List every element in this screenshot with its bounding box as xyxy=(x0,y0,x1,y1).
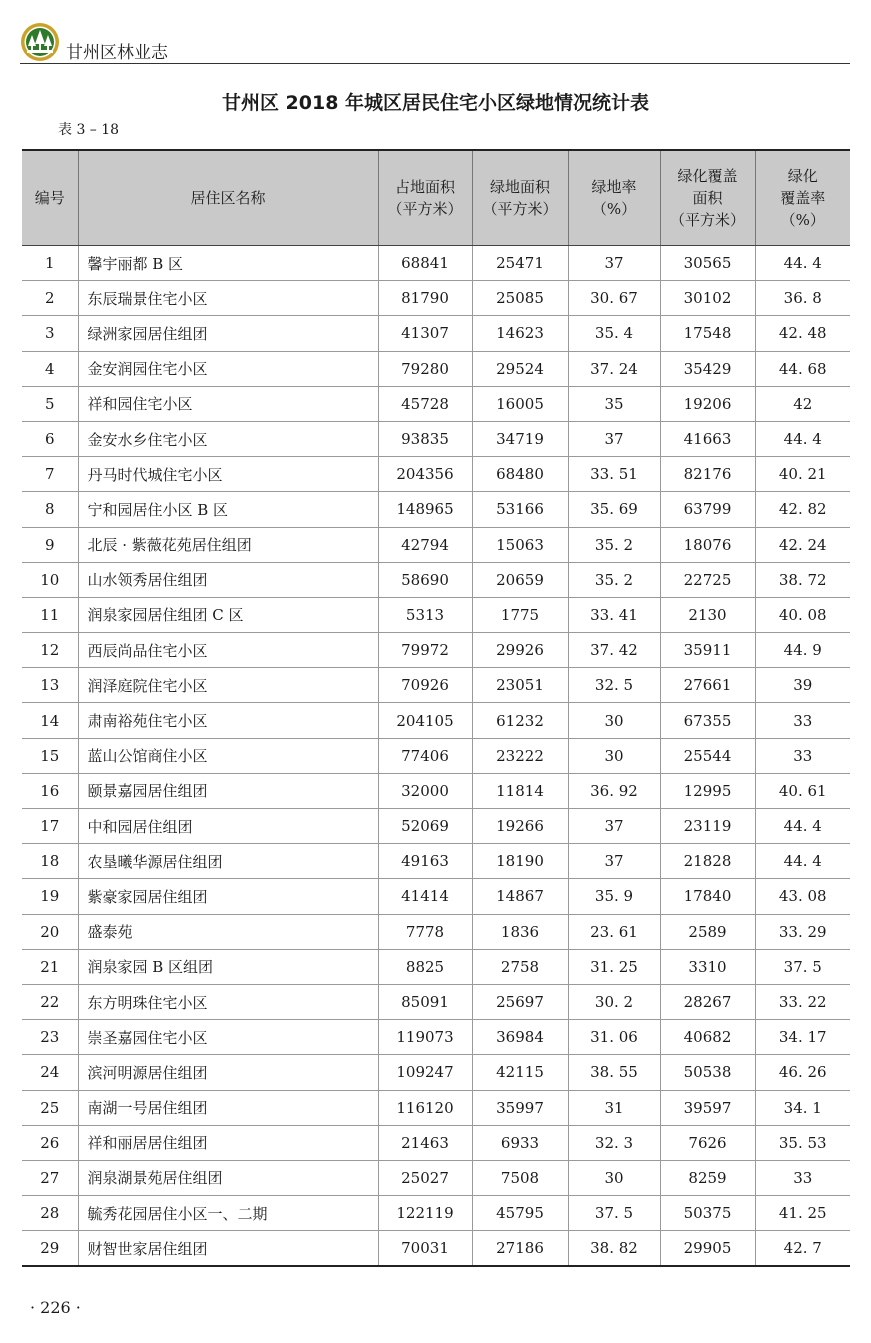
row-number-cell: 21 xyxy=(22,949,78,984)
value-cell: 119073 xyxy=(378,1020,472,1055)
value-cell: 17548 xyxy=(660,316,755,351)
value-cell: 20659 xyxy=(472,562,568,597)
residential-name-cell: 财智世家居住组团 xyxy=(78,1231,378,1267)
value-cell: 22725 xyxy=(660,562,755,597)
value-cell: 42. 24 xyxy=(755,527,850,562)
value-cell: 8259 xyxy=(660,1160,755,1195)
value-cell: 42. 7 xyxy=(755,1231,850,1267)
table-row xyxy=(22,633,850,668)
value-cell: 27186 xyxy=(472,1231,568,1267)
value-cell: 8825 xyxy=(378,949,472,984)
value-cell: 46. 26 xyxy=(755,1055,850,1090)
value-cell: 39 xyxy=(755,668,850,703)
residential-name-cell: 中和园居住组团 xyxy=(78,809,378,844)
value-cell: 27661 xyxy=(660,668,755,703)
value-cell: 23051 xyxy=(472,668,568,703)
row-number-cell: 11 xyxy=(22,597,78,632)
value-cell: 30102 xyxy=(660,281,755,316)
row-number-cell: 19 xyxy=(22,879,78,914)
residential-name-cell: 润泽庭院住宅小区 xyxy=(78,668,378,703)
residential-name-cell: 东方明珠住宅小区 xyxy=(78,984,378,1019)
value-cell: 68841 xyxy=(378,246,472,281)
column-header-2 xyxy=(78,150,378,246)
value-cell: 44. 4 xyxy=(755,809,850,844)
value-cell: 40. 21 xyxy=(755,457,850,492)
table-row xyxy=(22,1125,850,1160)
value-cell: 61232 xyxy=(472,703,568,738)
value-cell: 35. 69 xyxy=(568,492,660,527)
table-number-label: 表 3 – 18 xyxy=(58,122,120,138)
row-number-cell: 1 xyxy=(22,246,78,281)
value-cell: 25085 xyxy=(472,281,568,316)
value-cell: 49163 xyxy=(378,844,472,879)
value-cell: 29926 xyxy=(472,633,568,668)
value-cell: 42 xyxy=(755,386,850,421)
value-cell: 14867 xyxy=(472,879,568,914)
residential-name-cell: 祥和丽居居住组团 xyxy=(78,1125,378,1160)
residential-name-cell: 丹马时代城住宅小区 xyxy=(78,457,378,492)
table-row xyxy=(22,703,850,738)
value-cell: 93835 xyxy=(378,421,472,456)
value-cell: 36. 8 xyxy=(755,281,850,316)
value-cell: 12995 xyxy=(660,773,755,808)
value-cell: 21463 xyxy=(378,1125,472,1160)
row-number-cell: 17 xyxy=(22,809,78,844)
table-row xyxy=(22,773,850,808)
value-cell: 28267 xyxy=(660,984,755,1019)
value-cell: 42. 82 xyxy=(755,492,850,527)
value-cell: 53166 xyxy=(472,492,568,527)
residential-name-cell: 金安水乡住宅小区 xyxy=(78,421,378,456)
value-cell: 79972 xyxy=(378,633,472,668)
value-cell: 30565 xyxy=(660,246,755,281)
value-cell: 44. 4 xyxy=(755,246,850,281)
row-number-cell: 18 xyxy=(22,844,78,879)
value-cell: 23222 xyxy=(472,738,568,773)
column-header-line: 绿地面积 xyxy=(489,178,550,196)
value-cell: 2130 xyxy=(660,597,755,632)
table-row xyxy=(22,1160,850,1195)
column-header-6 xyxy=(660,150,755,246)
table-row xyxy=(22,879,850,914)
value-cell: 41663 xyxy=(660,421,755,456)
value-cell: 34719 xyxy=(472,421,568,456)
value-cell: 33. 51 xyxy=(568,457,660,492)
table-row xyxy=(22,246,850,281)
value-cell: 30. 2 xyxy=(568,984,660,1019)
residential-name-cell: 润泉家园 B 区组团 xyxy=(78,949,378,984)
row-number-cell: 29 xyxy=(22,1231,78,1267)
value-cell: 25027 xyxy=(378,1160,472,1195)
row-number-cell: 13 xyxy=(22,668,78,703)
value-cell: 44. 9 xyxy=(755,633,850,668)
value-cell: 33. 41 xyxy=(568,597,660,632)
value-cell: 25697 xyxy=(472,984,568,1019)
row-number-cell: 15 xyxy=(22,738,78,773)
column-header-line: 占地面积 xyxy=(394,178,455,196)
column-header-line: 绿地率 xyxy=(591,178,637,196)
value-cell: 109247 xyxy=(378,1055,472,1090)
table-row xyxy=(22,984,850,1019)
column-header-7 xyxy=(755,150,850,246)
row-number-cell: 9 xyxy=(22,527,78,562)
value-cell: 7778 xyxy=(378,914,472,949)
value-cell: 2758 xyxy=(472,949,568,984)
column-header-line: 覆盖率 xyxy=(780,189,826,207)
value-cell: 45728 xyxy=(378,386,472,421)
value-cell: 31. 25 xyxy=(568,949,660,984)
value-cell: 42115 xyxy=(472,1055,568,1090)
row-number-cell: 5 xyxy=(22,386,78,421)
value-cell: 35997 xyxy=(472,1090,568,1125)
residential-name-cell: 润泉家园居住组团 C 区 xyxy=(78,597,378,632)
table-row xyxy=(22,492,850,527)
value-cell: 68480 xyxy=(472,457,568,492)
value-cell: 37. 42 xyxy=(568,633,660,668)
value-cell: 33 xyxy=(755,738,850,773)
value-cell: 40. 61 xyxy=(755,773,850,808)
value-cell: 23. 61 xyxy=(568,914,660,949)
value-cell: 14623 xyxy=(472,316,568,351)
value-cell: 67355 xyxy=(660,703,755,738)
table-row xyxy=(22,1055,850,1090)
residential-name-cell: 农垦曦华源居住组团 xyxy=(78,844,378,879)
value-cell: 21828 xyxy=(660,844,755,879)
value-cell: 148965 xyxy=(378,492,472,527)
value-cell: 37 xyxy=(568,421,660,456)
residential-name-cell: 西辰尚品住宅小区 xyxy=(78,633,378,668)
column-header-line: （平方米） xyxy=(482,200,558,218)
value-cell: 35. 4 xyxy=(568,316,660,351)
row-number-cell: 8 xyxy=(22,492,78,527)
value-cell: 35. 2 xyxy=(568,562,660,597)
column-header-line: 编号 xyxy=(34,189,65,207)
table-row xyxy=(22,1231,850,1267)
value-cell: 58690 xyxy=(378,562,472,597)
value-cell: 70926 xyxy=(378,668,472,703)
value-cell: 81790 xyxy=(378,281,472,316)
value-cell: 52069 xyxy=(378,809,472,844)
value-cell: 34. 1 xyxy=(755,1090,850,1125)
column-header-line: 面积 xyxy=(692,189,723,207)
value-cell: 116120 xyxy=(378,1090,472,1125)
value-cell: 42794 xyxy=(378,527,472,562)
value-cell: 35. 9 xyxy=(568,879,660,914)
value-cell: 42. 48 xyxy=(755,316,850,351)
table-row xyxy=(22,421,850,456)
row-number-cell: 24 xyxy=(22,1055,78,1090)
value-cell: 35 xyxy=(568,386,660,421)
value-cell: 19206 xyxy=(660,386,755,421)
residential-name-cell: 南湖一号居住组团 xyxy=(78,1090,378,1125)
value-cell: 32. 3 xyxy=(568,1125,660,1160)
value-cell: 18076 xyxy=(660,527,755,562)
row-number-cell: 22 xyxy=(22,984,78,1019)
column-header-line: （%） xyxy=(780,211,825,229)
row-number-cell: 28 xyxy=(22,1196,78,1231)
column-header-3 xyxy=(378,150,472,246)
value-cell: 29905 xyxy=(660,1231,755,1267)
residential-name-cell: 紫豪家园居住组团 xyxy=(78,879,378,914)
row-number-cell: 27 xyxy=(22,1160,78,1195)
table-row xyxy=(22,1196,850,1231)
value-cell: 37 xyxy=(568,809,660,844)
value-cell: 79280 xyxy=(378,351,472,386)
value-cell: 34. 17 xyxy=(755,1020,850,1055)
column-header-line: （平方米） xyxy=(387,200,463,218)
value-cell: 36. 92 xyxy=(568,773,660,808)
value-cell: 38. 82 xyxy=(568,1231,660,1267)
header-divider xyxy=(20,63,850,64)
column-header-line: （平方米） xyxy=(669,211,745,229)
value-cell: 5313 xyxy=(378,597,472,632)
residential-name-cell: 宁和园居住小区 B 区 xyxy=(78,492,378,527)
value-cell: 35. 53 xyxy=(755,1125,850,1160)
row-number-cell: 7 xyxy=(22,457,78,492)
table-row xyxy=(22,914,850,949)
value-cell: 37. 24 xyxy=(568,351,660,386)
value-cell: 33 xyxy=(755,1160,850,1195)
value-cell: 29524 xyxy=(472,351,568,386)
row-number-cell: 16 xyxy=(22,773,78,808)
value-cell: 2589 xyxy=(660,914,755,949)
value-cell: 40. 08 xyxy=(755,597,850,632)
table-row xyxy=(22,597,850,632)
value-cell: 122119 xyxy=(378,1196,472,1231)
forest-logo-icon xyxy=(20,22,60,62)
value-cell: 19266 xyxy=(472,809,568,844)
value-cell: 45795 xyxy=(472,1196,568,1231)
residential-name-cell: 东辰瑞景住宅小区 xyxy=(78,281,378,316)
table-row xyxy=(22,351,850,386)
value-cell: 41307 xyxy=(378,316,472,351)
table-title: 甘州区 2018 年城区居民住宅小区绿地情况统计表 xyxy=(221,92,650,114)
residential-name-cell: 润泉湖景苑居住组团 xyxy=(78,1160,378,1195)
table-row xyxy=(22,844,850,879)
table-row xyxy=(22,457,850,492)
value-cell: 204356 xyxy=(378,457,472,492)
value-cell: 31. 06 xyxy=(568,1020,660,1055)
column-header-line: 居住区名称 xyxy=(190,189,266,207)
residential-name-cell: 蓝山公馆商住小区 xyxy=(78,738,378,773)
residential-name-cell: 山水领秀居住组团 xyxy=(78,562,378,597)
residential-name-cell: 崇圣嘉园住宅小区 xyxy=(78,1020,378,1055)
value-cell: 37. 5 xyxy=(568,1196,660,1231)
value-cell: 37. 5 xyxy=(755,949,850,984)
table-row xyxy=(22,738,850,773)
column-header-line: 绿化覆盖 xyxy=(677,167,738,185)
row-number-cell: 25 xyxy=(22,1090,78,1125)
value-cell: 40682 xyxy=(660,1020,755,1055)
value-cell: 38. 72 xyxy=(755,562,850,597)
value-cell: 38. 55 xyxy=(568,1055,660,1090)
table-row xyxy=(22,949,850,984)
residential-name-cell: 盛泰苑 xyxy=(78,914,378,949)
value-cell: 16005 xyxy=(472,386,568,421)
value-cell: 1836 xyxy=(472,914,568,949)
value-cell: 25544 xyxy=(660,738,755,773)
residential-name-cell: 肃南裕苑住宅小区 xyxy=(78,703,378,738)
value-cell: 50375 xyxy=(660,1196,755,1231)
column-header-1 xyxy=(22,150,78,246)
value-cell: 63799 xyxy=(660,492,755,527)
table-body xyxy=(22,246,850,1267)
page-number: · 226 · xyxy=(30,1298,81,1317)
table-row xyxy=(22,386,850,421)
value-cell: 25471 xyxy=(472,246,568,281)
value-cell: 44. 4 xyxy=(755,844,850,879)
value-cell: 23119 xyxy=(660,809,755,844)
row-number-cell: 12 xyxy=(22,633,78,668)
value-cell: 17840 xyxy=(660,879,755,914)
value-cell: 30 xyxy=(568,738,660,773)
value-cell: 1775 xyxy=(472,597,568,632)
value-cell: 33. 22 xyxy=(755,984,850,1019)
value-cell: 7508 xyxy=(472,1160,568,1195)
residential-name-cell: 馨宇丽都 B 区 xyxy=(78,246,378,281)
residential-name-cell: 滨河明源居住组团 xyxy=(78,1055,378,1090)
page-header xyxy=(20,22,850,64)
value-cell: 7626 xyxy=(660,1125,755,1160)
value-cell: 3310 xyxy=(660,949,755,984)
value-cell: 85091 xyxy=(378,984,472,1019)
value-cell: 77406 xyxy=(378,738,472,773)
value-cell: 18190 xyxy=(472,844,568,879)
residential-name-cell: 金安润园住宅小区 xyxy=(78,351,378,386)
row-number-cell: 26 xyxy=(22,1125,78,1160)
table-row xyxy=(22,1090,850,1125)
value-cell: 35429 xyxy=(660,351,755,386)
value-cell: 41414 xyxy=(378,879,472,914)
value-cell: 37 xyxy=(568,844,660,879)
value-cell: 30. 67 xyxy=(568,281,660,316)
value-cell: 32000 xyxy=(378,773,472,808)
row-number-cell: 23 xyxy=(22,1020,78,1055)
residential-name-cell: 颐景嘉园居住组团 xyxy=(78,773,378,808)
value-cell: 39597 xyxy=(660,1090,755,1125)
value-cell: 50538 xyxy=(660,1055,755,1090)
value-cell: 43. 08 xyxy=(755,879,850,914)
value-cell: 35. 2 xyxy=(568,527,660,562)
table-row xyxy=(22,562,850,597)
value-cell: 37 xyxy=(568,246,660,281)
table-row xyxy=(22,527,850,562)
value-cell: 204105 xyxy=(378,703,472,738)
value-cell: 70031 xyxy=(378,1231,472,1267)
value-cell: 41. 25 xyxy=(755,1196,850,1231)
value-cell: 35911 xyxy=(660,633,755,668)
row-number-cell: 4 xyxy=(22,351,78,386)
residential-name-cell: 北辰 · 紫薇花苑居住组团 xyxy=(78,527,378,562)
table-row xyxy=(22,809,850,844)
value-cell: 33. 29 xyxy=(755,914,850,949)
book-title: 甘州区林业志 xyxy=(66,43,168,63)
table-row xyxy=(22,668,850,703)
row-number-cell: 6 xyxy=(22,421,78,456)
statistics-table xyxy=(22,149,850,1267)
table-row xyxy=(22,316,850,351)
row-number-cell: 14 xyxy=(22,703,78,738)
value-cell: 30 xyxy=(568,1160,660,1195)
value-cell: 32. 5 xyxy=(568,668,660,703)
value-cell: 33 xyxy=(755,703,850,738)
table-row xyxy=(22,1020,850,1055)
value-cell: 82176 xyxy=(660,457,755,492)
row-number-cell: 10 xyxy=(22,562,78,597)
value-cell: 44. 4 xyxy=(755,421,850,456)
column-header-line: 绿化 xyxy=(787,167,818,185)
table-row xyxy=(22,281,850,316)
column-header-4 xyxy=(472,150,568,246)
value-cell: 44. 68 xyxy=(755,351,850,386)
row-number-cell: 20 xyxy=(22,914,78,949)
value-cell: 30 xyxy=(568,703,660,738)
residential-name-cell: 毓秀花园居住小区一、二期 xyxy=(78,1196,378,1231)
residential-name-cell: 绿洲家园居住组团 xyxy=(78,316,378,351)
value-cell: 11814 xyxy=(472,773,568,808)
row-number-cell: 2 xyxy=(22,281,78,316)
value-cell: 36984 xyxy=(472,1020,568,1055)
residential-name-cell: 祥和园住宅小区 xyxy=(78,386,378,421)
column-header-5 xyxy=(568,150,660,246)
value-cell: 15063 xyxy=(472,527,568,562)
row-number-cell: 3 xyxy=(22,316,78,351)
column-header-line: （%） xyxy=(591,200,637,218)
value-cell: 6933 xyxy=(472,1125,568,1160)
value-cell: 31 xyxy=(568,1090,660,1125)
table-header-row xyxy=(22,150,850,246)
